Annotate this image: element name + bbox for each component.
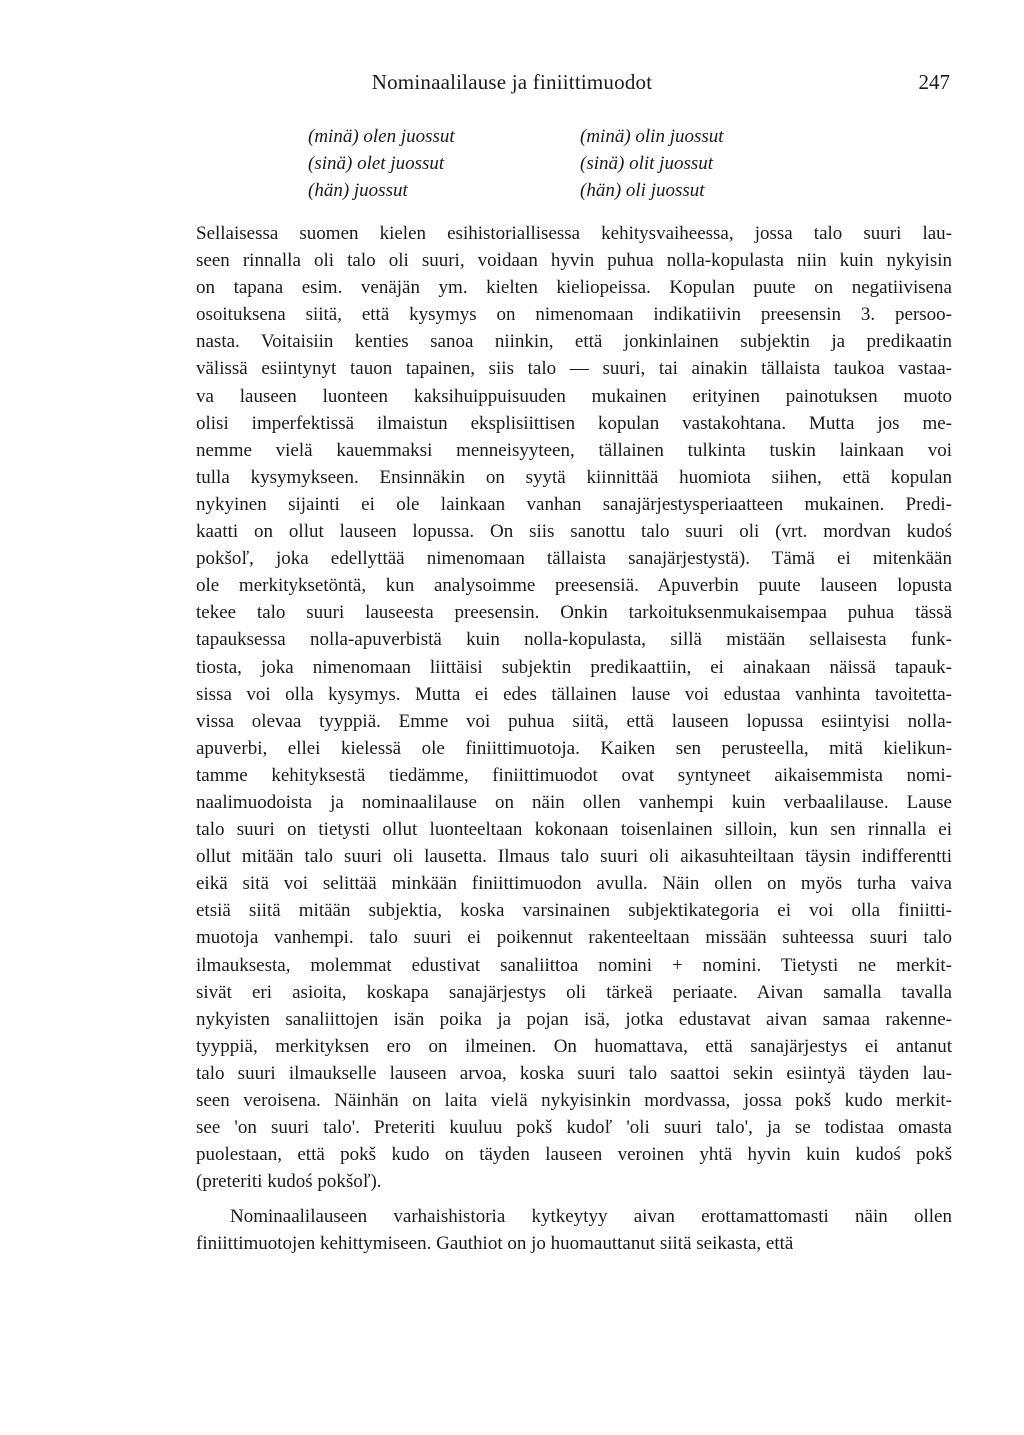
- paradigm-line: (minä) olin juossut: [580, 126, 724, 147]
- text-line: naalimuodoista ja nominaalilause on näin ollen vanhempi kuin verbaalilause. Lause: [196, 791, 952, 813]
- text-line: etsiä siitä mitään subjektia, koska varsinainen subjektikategoria ei voi olla finiitti-: [196, 900, 952, 922]
- text-line: va lauseen luonteen kaksihuippuisuuden mukainen erityinen painotuksen muoto: [196, 385, 952, 407]
- text-line: eikä sitä voi selittää minkään finiittimuodon avulla. Näin ollen on myös turha vaiva: [196, 873, 952, 895]
- text-line: Sellaisessa suomen kielen esihistoriallisessa kehitysvaiheessa, jossa talo suuri lau-: [196, 223, 952, 244]
- text-line: nykyisten sanaliittojen isän poika ja pojan isä, jotka edustavat aivan samaa rakenne-: [196, 1008, 952, 1030]
- paradigm-line: (hän) oli juossut: [580, 180, 705, 201]
- text-line: nemme vielä kauemmaksi menneisyyteen, tällainen tulkinta tuskin lainkaan voi: [196, 439, 952, 461]
- text-line: (preteriti kudoś pokšoľ).: [196, 1171, 382, 1193]
- text-line: Nominaalilauseen varhaishistoria kytkeytyy aivan erottamattomasti näin ollen: [230, 1206, 952, 1228]
- paragraph: [196, 220, 952, 1195]
- text-line: osoituksena siitä, että kysymys on nimenomaan indikatiivin preesensin 3. persoo-: [196, 304, 952, 326]
- paradigm-line: (sinä) olit juossut: [580, 153, 714, 174]
- text-line: tamme kehityksestä tiedämme, finiittimuodot ovat syntyneet aikaisemmista nomi-: [196, 764, 952, 786]
- text-line: ole merkityksetöntä, kun analysoimme preesensiä. Apuverbin puute lauseen lopusta: [196, 575, 952, 597]
- text-line: apuverbi, ellei kielessä ole finiittimuotoja. Kaiken sen perusteella, mitä kielikun-: [196, 737, 952, 759]
- text-line: muotoja vanhempi. talo suuri ei poikennut rakenteeltaan missään suhteessa suuri talo: [196, 927, 952, 949]
- text-line: tulla kysymykseen. Ensinnäkin on syytä kiinnittää huomiota siihen, että kopulan: [196, 466, 952, 488]
- text-line: pokšoľ, joka edellyttää nimenomaan tällaista sanajärjestystä). Tämä ei mitenkään: [196, 548, 952, 570]
- text-line: on tapana esim. venäjän ym. kielten kieliopeissa. Kopulan puute on negatiivisena: [196, 277, 952, 299]
- text-line: tapauksessa nolla-apuverbistä kuin nolla-kopulasta, sillä mistään sellaisesta funk-: [196, 629, 952, 651]
- text-line: nykyinen sijainti ei ole lainkaan vanhan sanajärjestysperiaatteen mukainen. Predi-: [196, 493, 952, 515]
- text-line: vissa olevaa tyyppiä. Emme voi puhua siitä, että lauseen lopussa esiintyisi nolla-: [196, 710, 952, 732]
- paradigm-line: (sinä) olet juossut: [308, 153, 445, 174]
- text-line: seen veroisena. Näinhän on laita vielä nykyisinkin mordvassa, jossa pokš kudo merkit-: [196, 1090, 952, 1111]
- text-line: tyyppiä, merkityksen ero on ilmeinen. On huomattava, että sanajärjestys ei antanut: [196, 1035, 952, 1057]
- body-text: [196, 220, 952, 1258]
- text-line: talo suuri on tietysti ollut luonteeltaan kokonaan toisenlainen silloin, kun sen rinnalla ei: [196, 819, 952, 841]
- text-line: sivät eri asioita, koskapa sanajärjestys oli tärkeä periaate. Aivan samalla tavalla: [196, 981, 952, 1003]
- paradigm-line: (hän) juossut: [308, 180, 408, 201]
- text-line: ilmauksesta, molemmat edustivat sanaliittoa nomini + nomini. Tietysti ne merkit-: [196, 954, 952, 976]
- text-line: ollut mitään talo suuri oli lausetta. Ilmaus talo suuri oli aikasuhteiltaan täysin indifferentti: [196, 846, 952, 868]
- text-line: finiittimuotojen kehittymiseen. Gauthiot on jo huomauttanut siitä seikasta, että: [196, 1233, 794, 1255]
- text-line: nasta. Voitaisiin kenties sanoa niinkin, että jonkinlainen subjektin ja predikaatin: [196, 331, 952, 353]
- paragraph: [196, 1203, 952, 1257]
- text-line: olisi imperfektissä ilmaistun eksplisiittisen kopulan vastakohtana. Mutta jos me-: [196, 412, 952, 434]
- text-line: sissa voi olla kysymys. Mutta ei edes tällainen lause voi edustaa vanhinta tavoitetta-: [196, 683, 952, 705]
- text-line: tekee talo suuri lauseesta preesensin. Onkin tarkoituksenmukaisempaa puhua tässä: [196, 602, 952, 624]
- paragraph-gap: [196, 1195, 952, 1203]
- text-line: kaatti on ollut lauseen lopussa. On siis sanottu talo suuri oli (vrt. mordvan kudoś: [196, 521, 952, 543]
- page-number: 247: [918, 70, 950, 94]
- text-line: välissä esiintynyt tauon tapainen, siis talo — suuri, tai ainakin tällaista taukoa vastaa-: [196, 358, 952, 380]
- paradigm-line: (minä) olen juossut: [308, 126, 455, 147]
- text-line: talo suuri ilmaukselle lauseen arvoa, koska suuri talo saattoi sekin esiintyä täyden lau-: [196, 1062, 952, 1084]
- text-line: puolestaan, että pokš kudo on täyden lauseen veroinen yhtä hyvin kuin kudoś pokš: [196, 1144, 952, 1166]
- pluperfect-paradigm: [580, 123, 724, 204]
- text-line: see 'on suuri talo'. Preteriti kuuluu pokš kudoľ 'oli suuri talo', ja se todistaa omasta: [196, 1117, 952, 1139]
- text-line: seen rinnalla oli talo oli suuri, voidaan hyvin puhua nolla-kopulasta niin kuin nykyisin: [196, 250, 952, 272]
- running-header-title: Nominaalilause ja finiittimuodot: [371, 70, 653, 94]
- text-line: tiosta, joka nimenomaan liittäisi subjektin predikaattiin, ei ainakaan näissä tapauk-: [196, 656, 952, 678]
- perfect-paradigm: [308, 123, 455, 204]
